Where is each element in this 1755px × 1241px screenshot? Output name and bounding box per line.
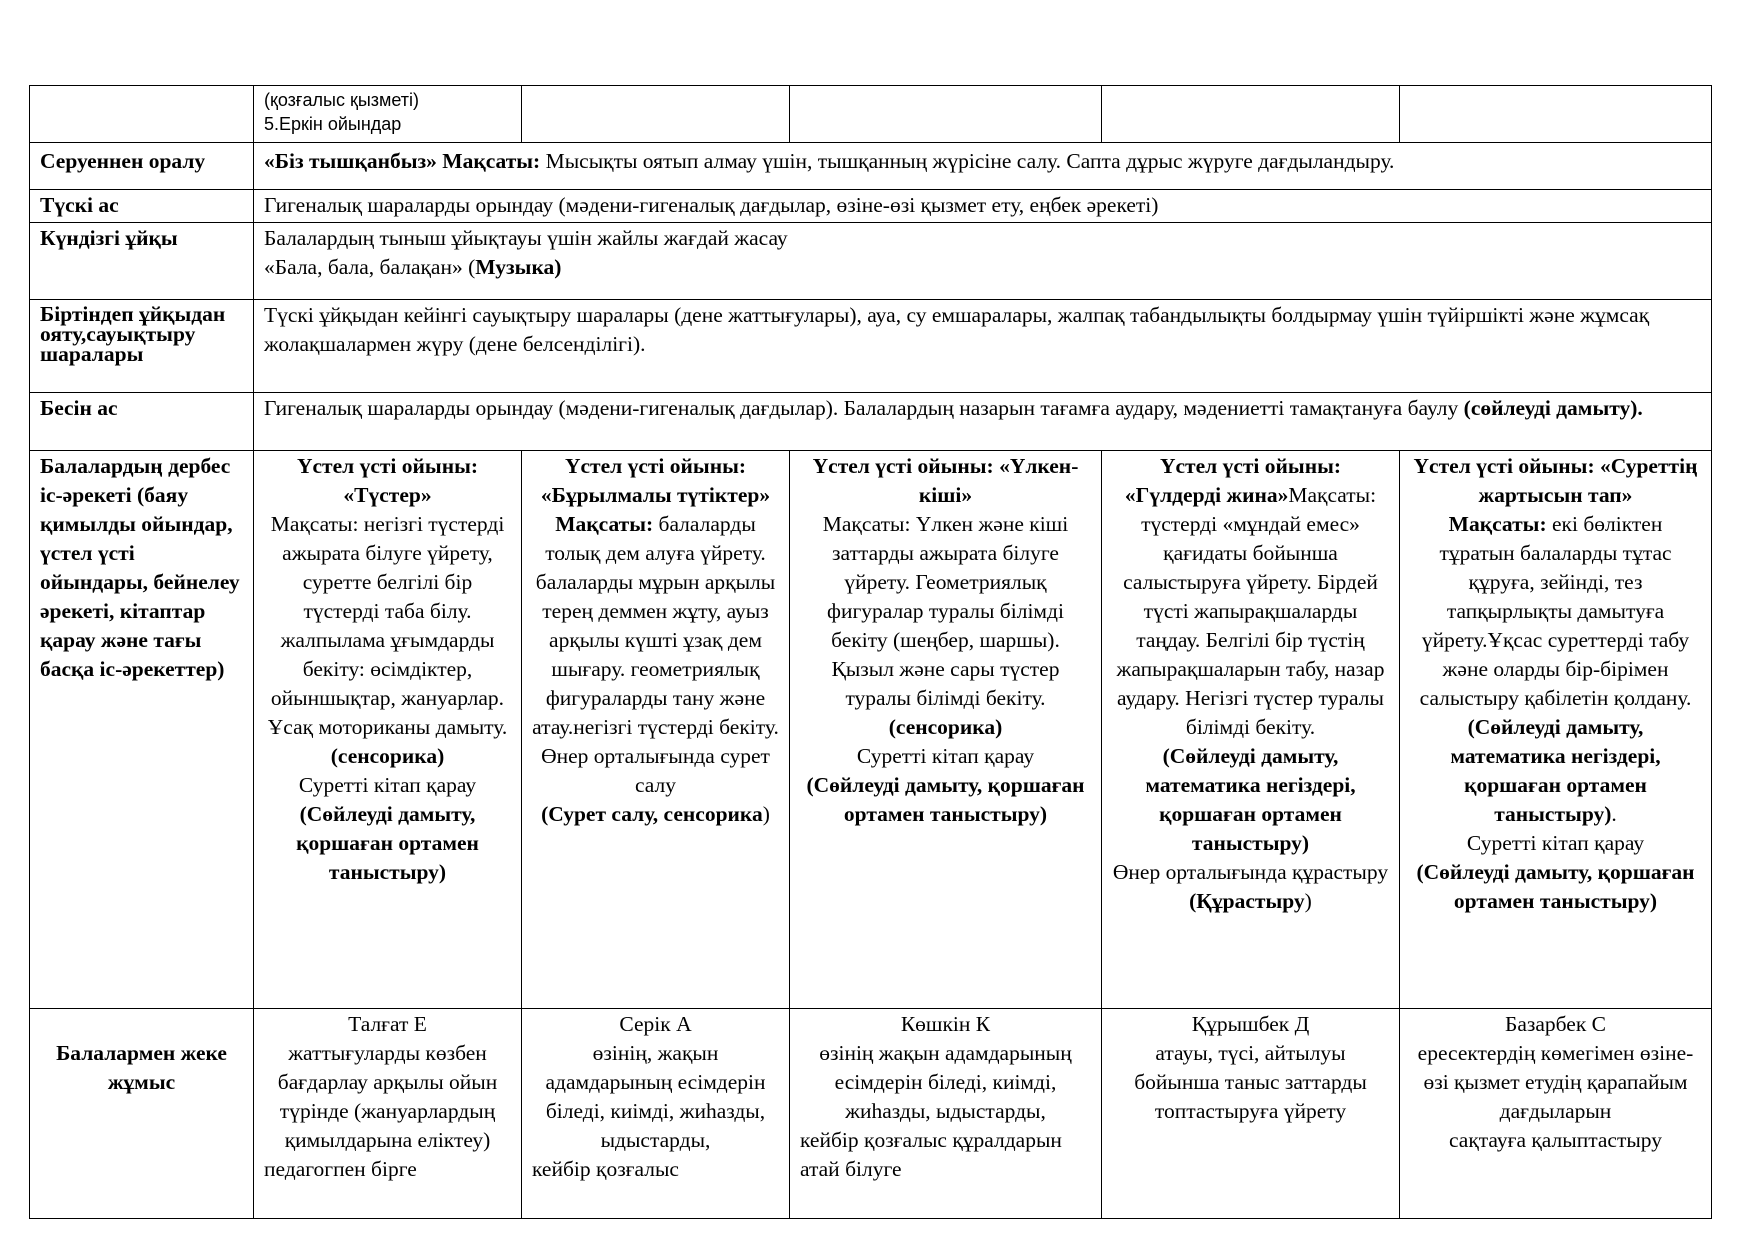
table-row [30,393,1712,451]
tag: (сенсорика) [330,744,445,768]
task-tail: сақтауға қалыптастыру [1448,1128,1663,1152]
areas-close: ) [762,802,770,826]
row-label: Серуеннен оралу [30,143,254,190]
activity-line: (қозғалыс қызметі) [264,90,420,110]
aim-text: екі бөліктен тұратын балаларды тұтас құруға, зейінді, тез тапқырлықты дамытуға үйрету.Ұқсас суреттерді табу және оларды бір-бірімен салыстыру қабілетін қолдану. [1419,512,1692,710]
task-text: атауы, түсі, айтылуы бойынша таныс заттарды топтастыруға үйрету [1134,1041,1367,1123]
areas: (Сөйлеуді дамыту, қоршаған ортамен таныстыру) [296,802,479,884]
game-title: Үстел үсті ойыны: «Түстер» [296,454,479,507]
table-row [30,86,1712,143]
task-text: жаттығуларды көзбен бағдарлау арқылы ойын түрінде (жануарлардың қимылдарына еліктеу) [277,1041,498,1152]
task-tail: кейбір қозғалыс [532,1157,679,1181]
game-title: Үстел үсті ойыны: «Үлкен-кіші» [812,454,1079,507]
aim-text: балаларды толық дем алуға үйрету. балаларды мұрын арқылы терең деммен жұту, ауыз арқылы күшті ұзақ дем шығару. геометриялық фигураларды тану және атау.негізгі түстерді бекіту. [532,512,779,739]
individual-col-2 [522,1009,790,1219]
empty-cell [522,86,790,143]
schedule-table [29,85,1712,1219]
nap-line: Балалардың тыныш ұйықтауы үшін жайлы жағдай жасау [264,226,788,250]
nap-song: «Бала, бала, балақан» ( [264,255,476,279]
book-text: Суретті кітап қарау [856,744,1035,768]
game-title: Үстел үсті ойыны: «Суреттің жартысын тап» [1413,454,1698,507]
art-text: Өнер орталығында құрастыру [1112,860,1389,884]
aim-label: Мақсаты: [442,149,541,173]
snack-bold: (сөйлеуді дамыту). [1463,396,1643,420]
activity-line: 5.Еркін ойындар [264,114,402,134]
book-text: Суретті кітап қарау [298,773,477,797]
individual-col-1 [254,1009,522,1219]
snack-text: Гигеналық шараларды орындау (мәдени-гигеналық дағдылар). Балалардың назарын тағамға аудару, мәдениетті тамақтануға баулу [264,396,1464,420]
areas-dot: . [1611,802,1617,826]
row-label [30,1009,254,1219]
row-content: Гигеналық шараларды орындау (мәдени-гигеналық дағдылар, өзіне-өзі қызмет ету, еңбек әрекеті) [254,190,1712,223]
row-content [254,143,1712,190]
activity-col-1 [254,451,522,1009]
game-title: «Біз тышқанбыз» [264,149,437,173]
areas: (Сөйлеуді дамыту, қоршаған ортамен таныстыру) [1416,860,1695,913]
activity-col-4 [1102,451,1400,1009]
task-text: өзінің жақын адамдарының есімдерін біледі, киімді, жиһазды, ыдыстарды, [819,1041,1072,1123]
aim-text: Мақсаты: түстерді «мұндай емес» қағидаты бойынша салыстыруға үйрету. Бірдей түсті жапырақшаларды таңдау. Белгілі бір түстің жапырақшаларын табу, назар аудару. Негізгі түстер туралы білімді бекіту. [1116,483,1385,739]
child-name: Серік А [619,1012,692,1036]
game-title: Үстел үсті ойыны: «Бұрылмалы түтіктер» [540,454,771,507]
tag: (Құрастыру [1189,889,1305,913]
child-name: Базарбек С [1504,1012,1607,1036]
table-row [30,190,1712,223]
row-label-empty [30,86,254,143]
tag-close: ) [1304,889,1312,913]
child-name: Талғат Е [348,1012,427,1036]
areas: (Сөйлеуді дамыту, математика негіздері, қоршаған ортамен таныстыру) [1450,715,1661,826]
book-text: Суретті кітап қарау [1466,831,1645,855]
row-content: Түскі ұйқыдан кейінгі сауықтыру шаралары (дене жаттығулары), ауа, су емшаралары, жалпақ табандылықты болдырмау үшін түйіршікті және жұмсақ жолақшалармен жүру (дене белсенділігі). [254,300,1712,393]
individual-col-4 [1102,1009,1400,1219]
activity-col-5 [1400,451,1712,1009]
aim-text: Мақсаты: негізгі түстерді ажырата білуге үйрету, суретте белгілі бір түстерді таба білу. жалпылама ұғымдарды бекіту: өсімдіктер, ойыншықтар, жануарлар. Ұсақ моториканы дамыту. [267,512,508,739]
row-content [254,223,1712,300]
task-tail: педагогпен бірге [264,1157,417,1181]
task-text: ересектердің көмегімен өзіне-өзі қызмет етудің қарапайым дағдыларын [1417,1041,1694,1123]
row-label: Бесін ас [30,393,254,451]
aim-text: Мысықты оятып алмау үшін, тышқанның жүрісіне салу. Сапта дұрыс жүруге дағдыландыру. [540,149,1395,173]
table-row [30,143,1712,190]
areas: (Сөйлеуді дамыту, қоршаған ортамен таныстыру) [806,773,1085,826]
row-label: Күндізгі ұйқы [30,223,254,300]
areas: (Сурет салу, сенсорика [541,802,763,826]
task-text: өзінің, жақын адамдарының есімдерін біледі, киімді, жиһазды, ыдыстарды, [545,1041,766,1152]
row-label: Түскі ас [30,190,254,223]
table-row [30,451,1712,1009]
aim-label: Мақсаты: [1448,512,1547,536]
empty-cell [790,86,1102,143]
game-title: Үстел үсті ойыны: «Гүлдерді жина» [1124,454,1342,507]
activity-col-3 [790,451,1102,1009]
empty-cell [1400,86,1712,143]
task-tail: кейбір қозғалыс құралдарын атай білуге [800,1128,1062,1181]
table-row [30,1009,1712,1219]
row-label: Балалардың дербес іс-әрекеті (баяу қимылды ойындар, үстел үсті ойындары, бейнелеу әрекеті, кітаптар қарау және тағы басқа іс-әрекеттер) [30,451,254,1009]
individual-col-5 [1400,1009,1712,1219]
table-row [30,300,1712,393]
row-content [254,393,1712,451]
empty-cell [1102,86,1400,143]
areas: (Сөйлеуді дамыту, математика негіздері, қоршаған ортамен таныстыру) [1145,744,1356,855]
tag: (сенсорика) [888,715,1003,739]
aim-label: Мақсаты: [555,512,654,536]
art-text: Өнер орталығында сурет салу [541,744,770,797]
activity-col-2 [522,451,790,1009]
nap-music: Музыка) [475,255,562,279]
child-name: Көшкін К [900,1012,991,1036]
row-label-text: Балалармен жеке жұмыс [56,1041,227,1094]
aim-text: Мақсаты: Үлкен және кіші заттарды ажырата білуге үйрету. Геометриялық фигуралар туралы білімді бекіту (шеңбер, шаршы). Қызыл және сары түстер туралы білімді бекіту. [822,512,1069,710]
table-row [30,223,1712,300]
activity-cell [254,86,522,143]
individual-col-3 [790,1009,1102,1219]
row-label: Біртіндеп ұйқыдан ояту,сауықтыру шаралары [30,300,254,393]
child-name: Құрышбек Д [1191,1012,1310,1036]
